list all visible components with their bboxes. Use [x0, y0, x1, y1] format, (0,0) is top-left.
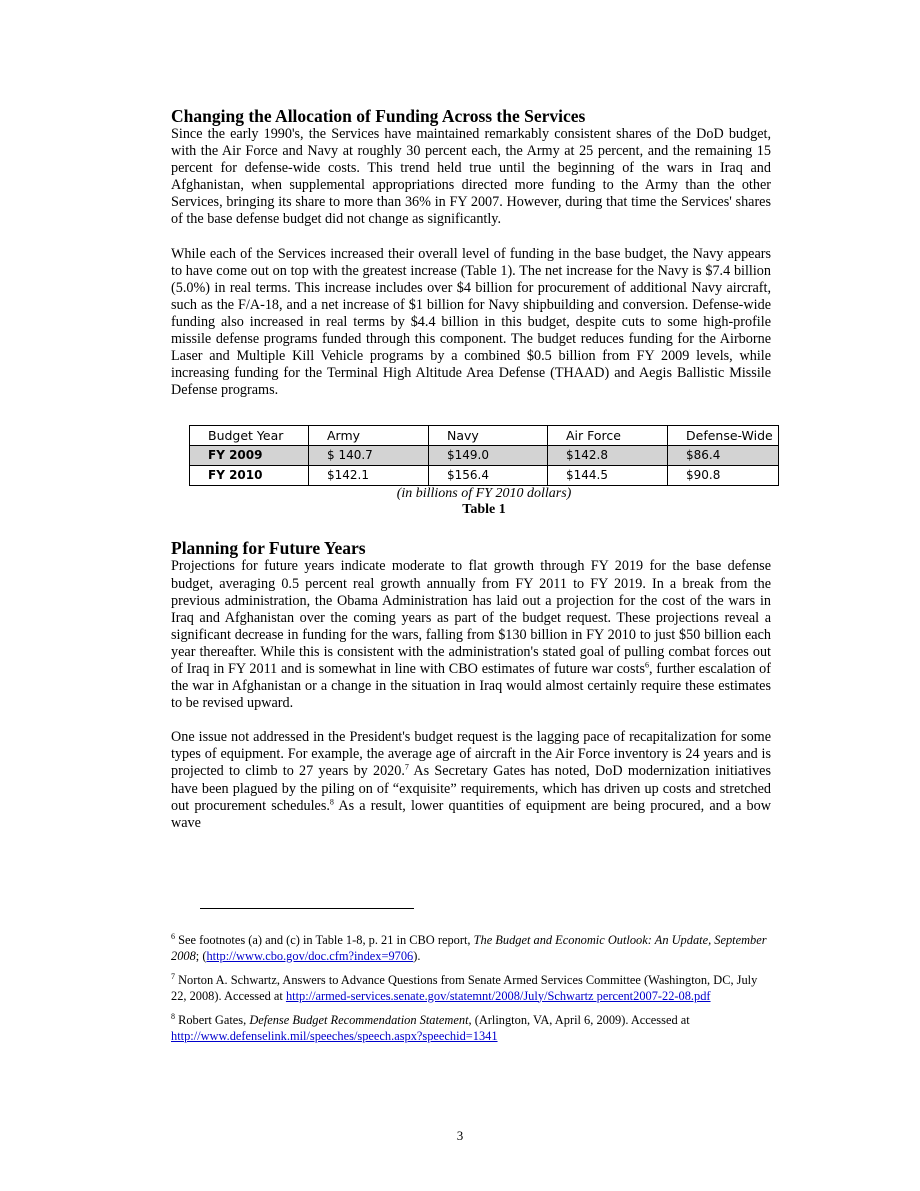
footnote-text: Robert Gates, [175, 1013, 250, 1027]
paragraph-future-1 [171, 558, 771, 712]
footnote-6 [171, 933, 771, 964]
footnotes [171, 933, 771, 1053]
table-header-cell: Defense-Wide [668, 426, 779, 446]
paragraph-text: One issue not addressed in the President's budget request is the lagging pace of recapitalization for some types of equipment. For example, the average age of aircraft in the Air Force inventory is 24 years and is projected to climb to 27 years by 2020. [171, 729, 771, 780]
paragraph-allocation-1: Since the early 1990's, the Services have maintained remarkably consistent shares of the DoD budget, with the Air Force and Navy at roughly 30 percent each, the Army at 25 percent, and the remaining 15 percent for defense-wide costs. This trend held true until the beginning of the wars in Iraq and Afghanistan, when supplemental appropriations directed more funding to the Army than the other Services, bringing its share to more than 36% in FY 2007. However, during that time the Services' shares of the base defense budget did not change as significantly. [171, 126, 771, 228]
paragraph-text: , further escalation of the war in Afghanistan or a change in the situation in Iraq would almost certainly require these estimates to be revised upward. [171, 660, 771, 712]
section-heading-allocation: Changing the Allocation of Funding Across the Services [171, 106, 586, 126]
page-number: 3 [456, 1128, 464, 1143]
footnote-title: The Budget and Economic Outlook: An Update, September 2008 [171, 933, 767, 963]
section-heading-future: Planning for Future Years [171, 538, 366, 559]
table-cell: $144.5 [548, 466, 668, 486]
footnote-ref[interactable]: 8 [329, 796, 334, 806]
footnote-link[interactable]: http://www.defenselink.mil/speeches/speech.aspx?speechid=1341 [171, 1028, 498, 1043]
table-cell: $90.8 [668, 466, 779, 486]
table-label: Table 1 [462, 502, 506, 518]
footnote-divider [200, 908, 414, 909]
footnote-title: Defense Budget Recommendation Statement, [249, 1013, 472, 1027]
table-row [190, 446, 779, 466]
footnote-text: See footnotes (a) and (c) in Table 1-8, p. 21 in CBO report, [175, 933, 474, 947]
table-cell: $142.1 [309, 466, 429, 486]
footnote-text: Norton A. Schwartz, Answers to Advance Questions from Senate Armed Services Committee (Washington, DC, July 22, 2008). Accessed at [171, 973, 758, 1003]
table-cell: FY 2009 [190, 446, 309, 466]
table-cell: $156.4 [429, 466, 548, 486]
table-caption [189, 486, 779, 502]
footnote-ref[interactable]: 7 [404, 762, 409, 772]
paragraph-text: Projections for future years indicate moderate to flat growth through FY 2019 for the base defense budget, averaging 0.5 percent real growth annually from FY 2011 to FY 2019. In a break from the previous administration, the Obama Administration has laid out a projection for the cost of the wars in Iraq and Afghanistan over the coming years as part of the budget request. These projections reveal a significant decrease in funding for the wars, falling from $130 billion in FY 2010 to just $50 billion each year thereafter. While this is consistent with the administration's stated goal of pulling combat forces out of Iraq in FY 2011 and is somewhat in line with CBO estimates of future war costs [171, 558, 771, 677]
budget-table [189, 425, 779, 486]
paragraph-text: As a result, lower quantities of equipment are being procured, and a bow wave [171, 797, 771, 831]
footnote-number: 6 [171, 931, 175, 941]
footnote-number: 8 [171, 1011, 175, 1021]
footnote-number: 7 [171, 971, 175, 981]
footnote-text: (Arlington, VA, April 6, 2009). Accessed at [471, 1013, 690, 1027]
table-header-row [190, 426, 779, 446]
footnote-link[interactable]: http://www.cbo.gov/doc.cfm?index=9706 [206, 948, 414, 963]
footnote-8 [171, 1013, 771, 1044]
table-cell: FY 2010 [190, 466, 309, 486]
table-cell: $142.8 [548, 446, 668, 466]
table-header-cell: Navy [429, 426, 548, 446]
footnote-ref[interactable]: 6 [644, 660, 649, 670]
paragraph-text: As Secretary Gates has noted, DoD modernization initiatives have been plagued by the piling on of “exquisite” requirements, which has driven up costs and stretched out procurement schedules. [171, 763, 771, 814]
footnote-text: ; ( [195, 948, 207, 963]
table-caption-text: (in billions of FY 2010 dollars) [396, 486, 572, 502]
footnote-text: ). [413, 948, 421, 963]
paragraph-allocation-2: While each of the Services increased their overall level of funding in the base budget, the Navy appears to have come out on top with the greatest increase (Table 1). The net increase for the Navy is $7.4 billion (5.0%) in real terms. This increase includes over $4 billion for procurement of additional Navy aircraft, such as the F/A-18, and a net increase of $1 billion for Navy shipbuilding and conversion. Defense-wide funding also increased in real terms by $4.4 billion in this budget, despite cuts to some high-profile missile defense programs funded through this component. The budget reduces funding for the Airborne Laser and Multiple Kill Vehicle programs by a combined $0.5 billion from FY 2009 levels, while increasing funding for the Terminal High Altitude Area Defense (THAAD) and Aegis Ballistic Missile Defense programs. [171, 245, 771, 399]
footnote-7 [171, 973, 771, 1004]
footnote-link[interactable]: http://armed-services.senate.gov/statemnt/2008/July/Schwartz percent2007-22-08.pdf [285, 988, 711, 1003]
table-header-cell: Budget Year [190, 426, 309, 446]
page-body [171, 106, 771, 832]
table-cell: $ 140.7 [309, 446, 429, 466]
table-row [190, 466, 779, 486]
table-header-cell: Air Force [548, 426, 668, 446]
table-header-cell: Army [309, 426, 429, 446]
paragraph-future-2 [171, 729, 771, 832]
table-cell: $86.4 [668, 446, 779, 466]
table-cell: $149.0 [429, 446, 548, 466]
